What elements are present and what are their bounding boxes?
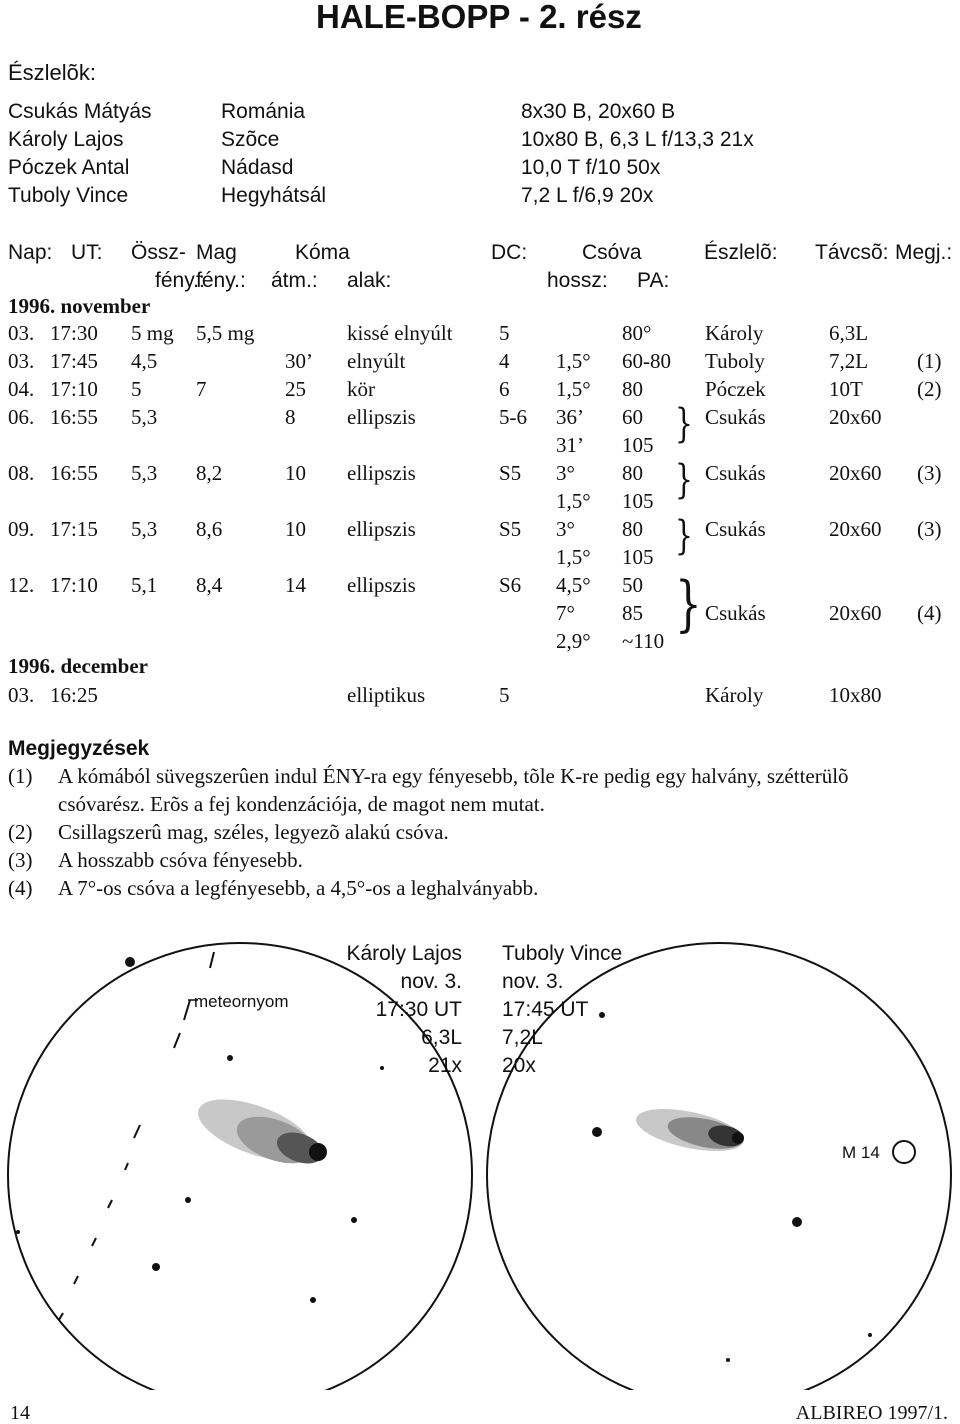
note-number: (3) [8,848,33,872]
cell-day: 08. [8,461,35,485]
right-caption-line: Tuboly Vince [502,942,623,965]
month-heading: 1996. december [8,654,148,678]
cell-ut: 17:15 [50,517,98,541]
header-dc: DC: [491,241,528,264]
page-title: HALE-BOPP - 2. rész [316,0,642,35]
note-number: (1) [8,764,33,788]
cell-note: (1) [917,349,942,373]
right-caption-line: nov. 3. [502,970,564,993]
cell-alak: ellipszis [347,461,416,485]
cell-dc: S5 [499,461,522,485]
cell-pa: 50 [622,573,643,597]
cell-hossz: 1,5° [556,377,591,401]
cell-tel: 6,3L [829,321,869,345]
cell-obs: Csukás [705,461,766,485]
meteor-label: meteornyom [194,992,289,1011]
cell-ut: 17:10 [50,377,98,401]
observer-place: Hegyhátsál [221,184,327,207]
right-caption-line: 17:45 UT [502,998,589,1021]
header-feny2: fény.: [196,269,246,292]
brace-06: } [675,401,693,447]
cell-ut: 16:55 [50,461,98,485]
header-eszlelo: Észlelõ: [704,241,778,264]
observer-place: Románia [221,100,306,123]
cell-alak: kissé elnyúlt [347,321,453,345]
cell-ossz: 5,1 [131,573,158,597]
cell-alak: kör [347,377,375,401]
cell-dc: 5 [499,321,510,345]
cell-alak: elliptikus [347,683,426,707]
cell-atm: 10 [285,517,306,541]
observer-place: Nádasd [221,156,294,179]
cell-mag: 7 [196,377,207,401]
right-caption-line: 7,2L [502,1026,543,1049]
observer-instrument: 8x30 B, 20x60 B [521,100,676,123]
cell-ut: 17:30 [50,321,98,345]
cell-hossz: 3° [556,461,575,485]
left-comet [190,1087,327,1173]
cell-ut: 17:10 [50,573,98,597]
cell-dc: 5 [499,683,510,707]
cell-atm: 14 [285,573,306,597]
observer-instrument: 10,0 T f/10 50x [521,156,661,179]
header-ossz: Össz- [131,241,186,264]
note-text: A hosszabb csóva fényesebb. [58,848,303,872]
cell-day: 03. [8,321,35,345]
comet-sketches [0,920,960,1390]
cell-tel: 20x60 [829,517,882,541]
note-number: (4) [8,876,33,900]
cell-pa: 80° [622,321,652,345]
header-koma: Kóma [295,241,350,264]
header-tavcso: Távcsõ: [815,241,889,264]
header-nap: Nap: [8,241,53,264]
cell-hossz: 2,9° [556,629,591,653]
observer-name: Tuboly Vince [8,184,129,207]
left-caption-line: 17:30 UT [375,998,462,1021]
right-stars [592,1012,872,1362]
header-megj: Megj.: [895,241,953,264]
header-ut: UT: [71,241,103,264]
cell-dc: S5 [499,517,522,541]
cell-alak: ellipszis [347,517,416,541]
cell-hossz: 1,5° [556,349,591,373]
brace-12: } [675,569,702,639]
observer-name: Károly Lajos [8,128,124,151]
cell-note: (3) [917,461,942,485]
cell-dc: S6 [499,573,522,597]
cell-mag: 8,4 [196,573,223,597]
m14-label: M 14 [842,1143,880,1162]
cell-day: 03. [8,683,35,707]
cell-day: 12. [8,573,35,597]
cell-obs: Póczek [705,377,766,401]
observer-name: Csukás Mátyás [8,100,152,123]
cell-obs: Károly [705,321,764,345]
cell-hossz: 3° [556,517,575,541]
cell-pa: 105 [622,433,654,457]
cell-hossz: 7° [556,601,575,625]
cell-ossz: 5,3 [131,517,158,541]
note-text: A kómából süvegszerûen indul ÉNY-ra egy fényesebb, tõle K-re pedig egy halvány, szétterülõ [58,764,849,788]
brace-09: } [675,513,693,559]
note-text: A 7°-os csóva a legfényesebb, a 4,5°-os a leghalványabb. [58,876,539,900]
cell-ossz: 5 [131,377,142,401]
cell-pa: 85 [622,601,643,625]
observer-place: Szõce [221,128,280,151]
left-caption [346,942,462,1077]
footer-page-number: 14 [10,1402,30,1424]
cell-ut: 16:55 [50,405,98,429]
cell-pa: ~110 [622,629,665,653]
cell-tel: 10T [829,377,863,401]
cell-ossz: 5 mg [131,321,174,345]
right-comet [632,1101,747,1159]
left-caption-line: Károly Lajos [346,942,462,965]
cell-hossz: 4,5° [556,573,591,597]
meteor-trail [59,952,214,1320]
cell-obs: Tuboly [705,349,765,373]
cell-ut: 17:45 [50,349,98,373]
cell-ossz: 5,3 [131,405,158,429]
cell-alak: ellipszis [347,405,416,429]
cell-tel: 10x80 [829,683,882,707]
header-feny1: fény.: [155,269,205,292]
cell-hossz: 36’ [556,405,584,429]
observer-instrument: 7,2 L f/6,9 20x [521,184,654,207]
brace-08: } [675,457,693,503]
cell-pa: 60 [622,405,643,429]
cell-dc: 6 [499,377,510,401]
left-caption-line: 21x [428,1054,462,1077]
cell-atm: 10 [285,461,306,485]
cell-atm: 25 [285,377,306,401]
cell-hossz: 1,5° [556,545,591,569]
cell-mag: 5,5 mg [196,321,255,345]
cell-pa: 80 [622,517,643,541]
cell-day: 04. [8,377,35,401]
cell-note: (3) [917,517,942,541]
cell-mag: 8,2 [196,461,223,485]
cell-hossz: 31’ [556,433,584,457]
left-caption-line: nov. 3. [400,970,462,993]
observers-heading: Észlelõk: [8,60,97,85]
observer-name: Póczek Antal [8,156,130,179]
notes-heading: Megjegyzések [8,737,150,760]
cell-note: (2) [917,377,942,401]
note-text: Csillagszerû mag, széles, legyezõ alakú csóva. [58,820,449,844]
cell-pa: 105 [622,489,654,513]
cell-note: (4) [917,601,942,625]
header-csova: Csóva [582,241,642,264]
cell-ossz: 5,3 [131,461,158,485]
cell-dc: 5-6 [499,405,527,429]
cell-ut: 16:25 [50,683,98,707]
cell-atm: 30’ [285,349,313,373]
cell-pa: 80 [622,377,643,401]
cell-alak: elnyúlt [347,349,406,373]
cell-day: 03. [8,349,35,373]
cell-tel: 7,2L [829,349,869,373]
header-pa: PA: [637,269,670,292]
right-caption-line: 20x [502,1054,536,1077]
month-heading: 1996. november [8,294,151,318]
header-mag: Mag [196,241,237,264]
header-alak: alak: [347,269,392,292]
observer-instrument: 10x80 B, 6,3 L f/13,3 21x [521,128,754,151]
left-caption-line: 6,3L [421,1026,462,1049]
cell-pa: 60-80 [622,349,671,373]
cell-day: 06. [8,405,35,429]
m14-cluster-marker [893,1141,915,1163]
cell-obs: Csukás [705,405,766,429]
cell-obs: Csukás [705,601,766,625]
cell-tel: 20x60 [829,405,882,429]
note-text-continued: csóvarész. Erõs a fej kondenzációja, de magot nem mutat. [58,792,545,816]
cell-tel: 20x60 [829,601,882,625]
cell-mag: 8,6 [196,517,223,541]
cell-dc: 4 [499,349,510,373]
header-atm: átm.: [271,269,318,292]
cell-obs: Csukás [705,517,766,541]
cell-pa: 105 [622,545,654,569]
footer-journal: ALBIREO 1997/1. [795,1402,948,1424]
cell-tel: 20x60 [829,461,882,485]
cell-hossz: 1,5° [556,489,591,513]
cell-pa: 80 [622,461,643,485]
cell-ossz: 4,5 [131,349,158,373]
right-caption [502,942,622,1077]
cell-day: 09. [8,517,35,541]
header-hossz: hossz: [547,269,608,292]
cell-atm: 8 [285,405,296,429]
cell-alak: ellipszis [347,573,416,597]
cell-obs: Károly [705,683,764,707]
note-number: (2) [8,820,33,844]
